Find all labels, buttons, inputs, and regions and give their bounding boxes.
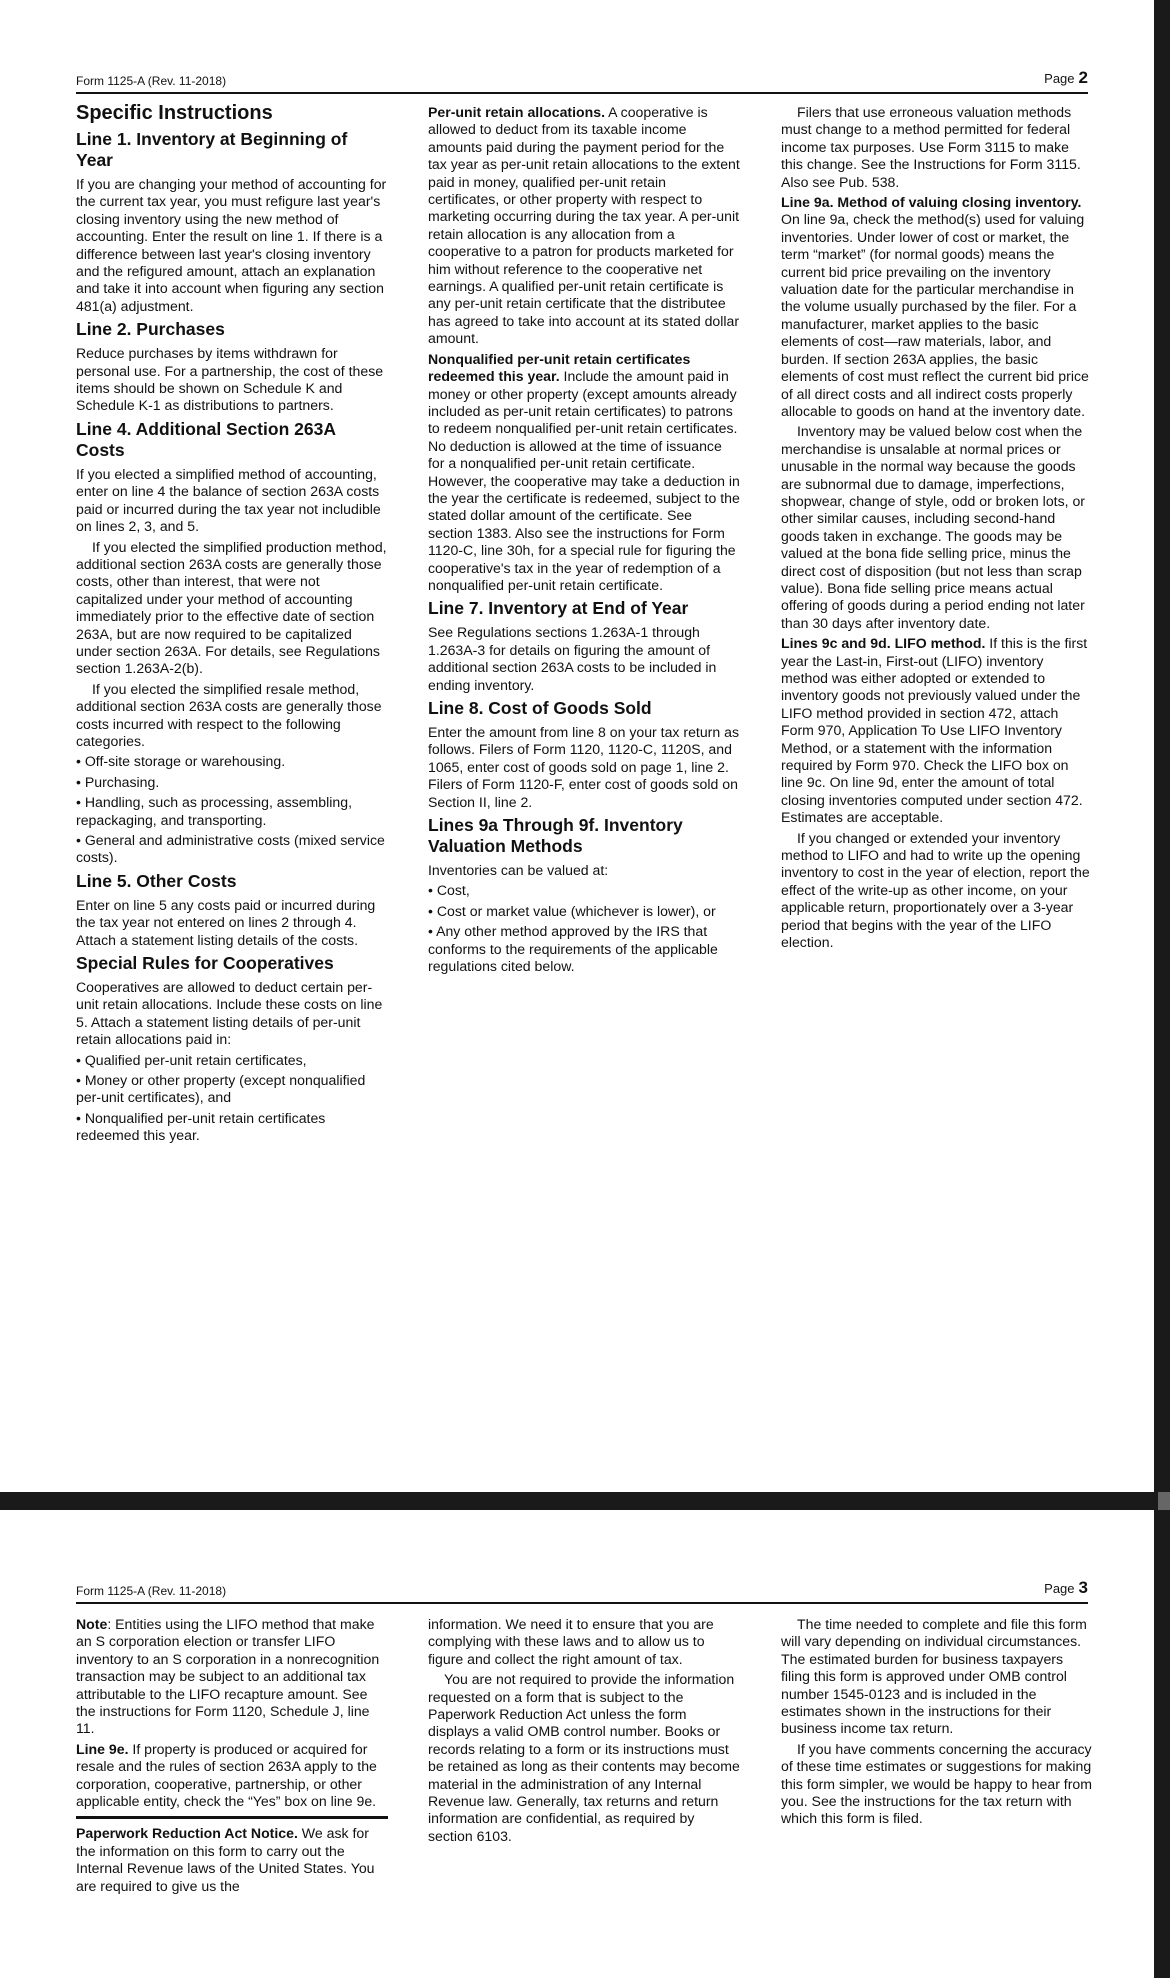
list-item: • Any other method approved by the IRS that conforms to the requirements of the applicable regulations cited below. — [428, 923, 718, 975]
paragraph: You are not required to provide the information requested on a form that is subject to the Paperwork Reduction Act unless the form displays a valid OMB control number. Books or records relating to a form or its instructions must be retained as long as their contents may become material in the administration of any Internal Revenue law. Generally, tax returns and return information are confidential, as required by section 6103. — [428, 1671, 740, 1844]
paragraph: Per-unit retain allocations. A cooperative is allowed to deduct from its taxable income amounts paid during the payment period for the tax year as per-unit retain allocations to the extent paid in money, qualified per-unit retain certificates, or other property with respect to marketing occurring during the tax year. A per-unit retain allocation is any allocation from a cooperative to a patron for products marketed for him without reference to the cooperative net earnings. A qualified per-unit retain certificate is any per-unit retain certificate that the distributee has agreed to take into account at its stated dollar amount. — [428, 104, 740, 347]
section-title: Specific Instructions — [76, 102, 273, 124]
column-3 — [781, 104, 1093, 955]
heading-line-5: Line 5. Other Costs — [76, 870, 237, 891]
heading-line-7: Line 7. Inventory at End of Year — [428, 598, 689, 619]
list-item: • Cost or market value (whichever is lower), or — [428, 902, 716, 919]
paragraph: Note: Entities using the LIFO method that make an S corporation election or transfer LIFO inventory to an S corporation in a nonrecognition transaction may be subject to an additional tax attributable to the LIFO recapture amount. See the instructions for Form 1120, Schedule J, line 11. — [76, 1616, 380, 1737]
paragraph: Paperwork Reduction Act Notice. We ask for the information on this form to carry out the Internal Revenue laws of the United States. You are required to give us the — [76, 1825, 375, 1894]
form-id: Form 1125-A (Rev. 11-2018) — [76, 1584, 227, 1598]
list-item: • Qualified per-unit retain certificates, — [76, 1051, 307, 1068]
paragraph: If you elected the simplified resale method, additional section 263A costs are generally those costs incurred with respect to the following categories. — [76, 680, 382, 749]
column-1 — [76, 1616, 388, 1898]
paragraph: Line 9e. If property is produced or acquired for resale and the rules of section 263A apply to the corporation, cooperative, partnership, or other applicable entity, check the “Yes” box on line 9e. — [76, 1740, 377, 1810]
paragraph: Enter on line 5 any costs paid or incurred during the tax year not entered on lines 2 through 4. Attach a statement listing details of the costs. — [76, 896, 376, 948]
paragraph: Lines 9c and 9d. LIFO method. If this is the first year the Last-in, First-out (LIFO) inventory method was either adopted or extended to inventory goods not previously valued under the LIFO method provided in section 472, attach Form 970, Application To Use LIFO Inventory Method, or a statement with the information required by Form 970. Check the LIFO box on line 9c. On line 9d, enter the amount of total closing inventories computed under section 472. Estimates are acceptable. — [781, 635, 1088, 826]
page-header — [76, 64, 1088, 94]
list-item: • Off-site storage or warehousing. — [76, 753, 286, 770]
form-id: Form 1125-A (Rev. 11-2018) — [76, 74, 227, 88]
column-2 — [428, 104, 740, 978]
heading-line-9: Lines 9a Through 9f. Inventory Valuation Methods — [428, 815, 683, 857]
document-page-3 — [0, 1510, 1154, 1978]
list-item: • General and administrative costs (mixed service costs). — [76, 832, 385, 866]
page-number: Page 3 — [1044, 1578, 1088, 1597]
column-3 — [781, 1616, 1093, 1831]
heading-line-1: Line 1. Inventory at Beginning of Year — [76, 129, 348, 170]
paragraph: Filers that use erroneous valuation methods must change to a method permitted for federal income tax purposes. Use Form 3115 to make this change. See the Instructions for Form 3115. Also see Pub. 538. — [781, 104, 1081, 190]
paragraph: Reduce purchases by items withdrawn for personal use. For a partnership, the cost of these items should be shown on Schedule K and Schedule K-1 as distributions to partners. — [76, 345, 384, 414]
paragraph: See Regulations sections 1.263A-1 through 1.263A-3 for details on figuring the amount of additional section 263A costs to be included in ending inventory. — [428, 624, 717, 693]
paragraph: Enter the amount from line 8 on your tax return as follows. Filers of Form 1120, 1120-C, 1120S, and 1065, enter cost of goods sold on page 1, line 2. Filers of Form 1120-F, enter cost of goods sold on Section II, line 2. — [428, 724, 740, 810]
column-2 — [428, 1616, 740, 1848]
list-item: • Cost, — [428, 882, 470, 899]
paragraph: Nonqualified per-unit retain certificates redeemed this year. Include the amount paid in money or other property (except amounts already included as per-unit retain certificates) to patrons to redeem nonqualified per-unit retain certificates. No deduction is allowed at the time of issuance for a nonqualified per-unit retain certificate. However, the cooperative may take a deduction in the year the certificate is redeemed, subject to the stated dollar amount of the certificate. See section 1383. Also see the instructions for Form 1120-C, line 30h, for a special rule for figuring the cooperative's tax in the year of redemption of a nonqualified per-unit retain certificate. — [428, 350, 740, 593]
heading-line-2: Line 2. Purchases — [76, 319, 225, 340]
divider — [76, 1816, 388, 1819]
paragraph: If you are changing your method of accounting for the current tax year, you must refigure last year's closing inventory using the new method of accounting. Enter the result on line 1. If there is a difference between last year's closing inventory and the refigured amount, attach an explanation and take it into account when figuring any section 481(a) adjustment. — [76, 176, 387, 314]
paragraph: information. We need it to ensure that you are complying with these laws and to allow us to figure and collect the right amount of tax. — [428, 1616, 714, 1667]
list-item: • Purchasing. — [76, 773, 160, 790]
paragraph: Line 9a. Method of valuing closing inventory. On line 9a, check the method(s) used for valuing inventories. Under lower of cost or market, the term “market” (for normal goods) means the current bid price prevailing on the inventory valuation date for the particular merchandise in the volume usually purchased by the filer. For a manufacturer, market applies to the basic elements of cost—raw materials, labor, and burden. If section 263A applies, the basic elements of cost must reflect the current bid price of all direct costs and all indirect costs properly allocable to goods on hand at the inventory date. — [781, 194, 1089, 419]
paragraph: If you elected the simplified production method, additional section 263A costs are generally those costs, other than interest, that were not capitalized under your method of accounting immediately prior to the effective date of section 263A, but are now required to be capitalized under section 263A. For details, see Regulations section 1.263A-2(b). — [76, 538, 387, 677]
paragraph: Inventory may be valued below cost when the merchandise is unsalable at normal prices or unusable in the normal way because the goods are subnormal due to damage, imperfections, shopwear, change of style, odd or broken lots, or other similar causes, including second-hand goods taken in exchange. The goods may be valued at the bona fide selling price, minus the direct cost of disposition (but not less than scrap value). Bona fide selling price means actual offering of goods during a period ending not later than 30 days after inventory date. — [781, 423, 1085, 631]
scrollbar-thumb[interactable] — [1158, 1492, 1170, 1510]
paragraph: If you changed or extended your inventory method to LIFO and had to write up the opening inventory to cost in the year of election, report the effect of the write-up as other income, on your applicable return, proportionately over a 3-year period that begins with the year of the LIFO election. — [781, 829, 1090, 951]
page-number: Page 2 — [1044, 68, 1088, 87]
paragraph: Inventories can be valued at: — [428, 862, 609, 879]
heading-line-8: Line 8. Cost of Goods Sold — [428, 698, 652, 718]
list-item: • Money or other property (except nonqualified per-unit certificates), and — [76, 1072, 366, 1106]
column-1 — [76, 102, 388, 1148]
paragraph: If you elected a simplified method of accounting, enter on line 4 the balance of section 263A costs paid or incurred during the tax year not includible on lines 2, 3, and 5. — [76, 465, 381, 535]
paragraph: The time needed to complete and file this form will vary depending on individual circumstances. The estimated burden for business taxpayers filing this form is approved under OMB control number 1545-0123 and is included in the estimates shown in the instructions for their business income tax return. — [781, 1616, 1087, 1737]
list-item: • Handling, such as processing, assembling, repackaging, and transporting. — [76, 794, 352, 828]
page-header — [76, 1574, 1088, 1604]
heading-line-4: Line 4. Additional Section 263A Costs — [76, 418, 336, 460]
paragraph: Cooperatives are allowed to deduct certain per-unit retain allocations. Include these costs on line 5. Attach a statement listing details of per-unit retain allocations paid in: — [76, 979, 383, 1048]
paragraph: If you have comments concerning the accuracy of these time estimates or suggestions for making this form simpler, we would be happy to hear from you. See the instructions for the tax return with which this form is filed. — [781, 1740, 1092, 1827]
list-item: • Nonqualified per-unit retain certificates redeemed this year. — [76, 1109, 326, 1144]
heading-cooperatives: Special Rules for Cooperatives — [76, 953, 334, 974]
